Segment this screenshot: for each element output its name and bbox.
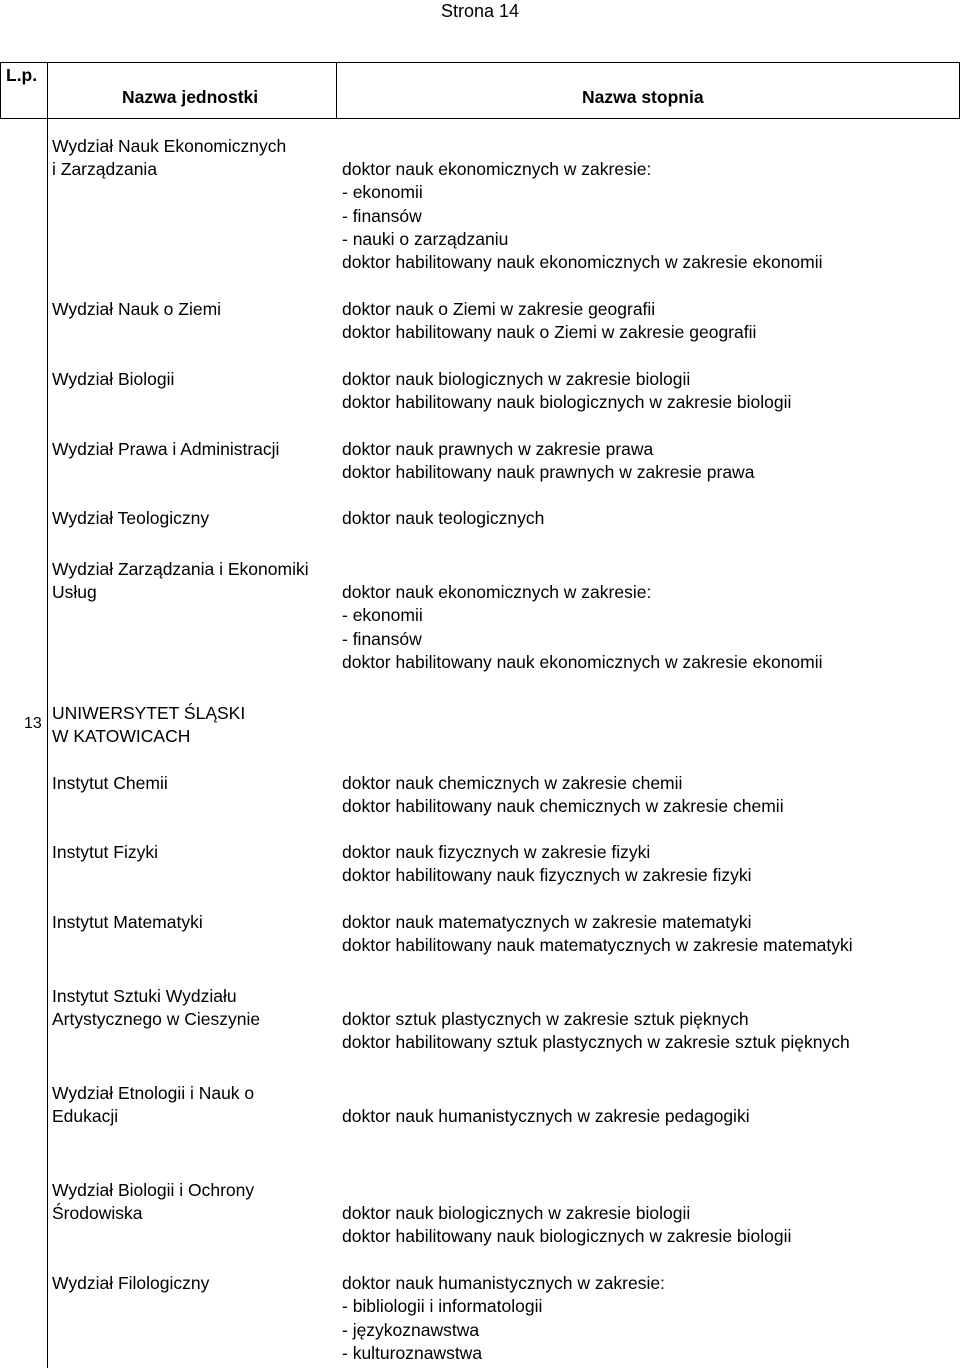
university-line-1: UNIWERSYTET ŚLĄSKI — [52, 703, 246, 723]
degree-line: - językoznawstwa — [342, 1319, 480, 1340]
degree-list — [342, 438, 754, 485]
unit-name-line: Artystycznego w Cieszynie — [52, 1009, 261, 1030]
degree-line: doktor nauk fizycznych w zakresie fizyki — [342, 842, 651, 862]
unit-name — [52, 1272, 209, 1295]
unit-name-line: Wydział Nauk o Ziemi — [52, 299, 222, 319]
degree-list — [342, 1272, 665, 1365]
degree-line: doktor habilitowany nauk o Ziemi w zakresie geografii — [342, 322, 757, 343]
degree-list — [342, 841, 751, 888]
degree-line: doktor habilitowany nauk biologicznych w zakresie biologii — [342, 1226, 792, 1247]
unit-name-line: Wydział Biologii i Ochrony — [52, 1180, 255, 1200]
lp-column-divider — [47, 62, 48, 1368]
degree-line: - bibliologii i informatologii — [342, 1296, 543, 1317]
degree-list — [342, 158, 823, 274]
unit-name — [52, 368, 174, 391]
degree-line: doktor nauk humanistycznych w zakresie: — [342, 1273, 665, 1293]
unit-name — [52, 911, 203, 934]
header-bottom-border — [0, 118, 960, 119]
page-number-header: Strona 14 — [440, 1, 520, 21]
degree-list — [342, 911, 853, 958]
unit-name-line: i Zarządzania — [52, 159, 158, 180]
degree-line: doktor nauk prawnych w zakresie prawa — [342, 439, 654, 459]
degree-line: doktor nauk teologicznych — [342, 508, 545, 528]
unit-name — [52, 1082, 254, 1129]
unit-name-line: Wydział Zarządzania i Ekonomiki — [52, 559, 309, 579]
unit-name — [52, 558, 309, 605]
degree-list — [342, 581, 823, 674]
unit-name-line: Środowiska — [52, 1203, 143, 1224]
degree-line: doktor sztuk plastycznych w zakresie sztuk pięknych — [342, 1009, 749, 1029]
unit-name-line: Wydział Biologii — [52, 369, 175, 389]
degree-list — [342, 1008, 850, 1055]
degree-line: - nauki o zarządzaniu — [342, 228, 509, 249]
unit-name — [52, 507, 209, 530]
table-left-border — [0, 62, 1, 118]
degree-line: - ekonomii — [342, 182, 423, 203]
unit-column-divider — [336, 62, 337, 118]
degree-list — [342, 1105, 750, 1128]
unit-name-line: Instytut Sztuki Wydziału — [52, 986, 237, 1006]
unit-name — [52, 1179, 254, 1226]
unit-name-line: Instytut Matematyki — [52, 912, 203, 932]
unit-name — [52, 135, 286, 182]
degree-list — [342, 1202, 791, 1249]
degree-line: doktor nauk chemicznych w zakresie chemii — [342, 773, 683, 793]
header-degree-name: Nazwa stopnia — [582, 87, 704, 107]
degree-line: doktor habilitowany nauk ekonomicznych w zakresie ekonomii — [342, 252, 823, 273]
unit-name-line: Instytut Fizyki — [52, 842, 158, 862]
degree-list — [342, 298, 756, 345]
unit-name-line: Instytut Chemii — [52, 773, 168, 793]
degree-line: doktor habilitowany nauk matematycznych w zakresie matematyki — [342, 935, 853, 956]
header-unit-name: Nazwa jednostki — [122, 87, 259, 107]
degree-line: doktor nauk ekonomicznych w zakresie: — [342, 159, 652, 179]
unit-name — [52, 772, 168, 795]
header-lp: L.p. — [6, 65, 38, 85]
unit-name-line: Usług — [52, 582, 97, 603]
university-name — [52, 702, 245, 749]
degree-line: doktor habilitowany nauk fizycznych w zakresie fizyki — [342, 865, 752, 886]
degree-line: doktor nauk biologicznych w zakresie biologii — [342, 369, 691, 389]
degree-line: - finansów — [342, 205, 422, 226]
row-number: 13 — [24, 715, 42, 732]
degree-line: doktor nauk ekonomicznych w zakresie: — [342, 582, 652, 602]
unit-name-line: Wydział Filologiczny — [52, 1273, 210, 1293]
unit-name — [52, 985, 260, 1032]
unit-name — [52, 438, 279, 461]
degree-line: doktor nauk o Ziemi w zakresie geografii — [342, 299, 656, 319]
unit-name-line: Wydział Teologiczny — [52, 508, 210, 528]
university-line-2: W KATOWICACH — [52, 726, 191, 747]
degree-list — [342, 772, 784, 819]
degree-line: doktor habilitowany nauk prawnych w zakresie prawa — [342, 462, 755, 483]
unit-name-line: Edukacji — [52, 1106, 119, 1127]
degree-line: doktor nauk matematycznych w zakresie matematyki — [342, 912, 752, 932]
degree-line: doktor nauk biologicznych w zakresie biologii — [342, 1203, 691, 1223]
degree-line: - kulturoznawstwa — [342, 1342, 483, 1363]
degree-line: - finansów — [342, 628, 422, 649]
unit-name — [52, 841, 158, 864]
degree-line: doktor habilitowany sztuk plastycznych w zakresie sztuk pięknych — [342, 1032, 850, 1053]
table-top-border — [0, 62, 960, 63]
degree-line: doktor habilitowany nauk ekonomicznych w zakresie ekonomii — [342, 651, 823, 672]
unit-name-line: Wydział Etnologii i Nauk o — [52, 1083, 255, 1103]
degree-line: doktor nauk humanistycznych w zakresie pedagogiki — [342, 1106, 750, 1126]
unit-name-line: Wydział Prawa i Administracji — [52, 439, 280, 459]
degree-line: doktor habilitowany nauk biologicznych w zakresie biologii — [342, 392, 792, 413]
unit-name — [52, 298, 221, 321]
degree-list — [342, 507, 544, 530]
degree-list — [342, 368, 791, 415]
unit-name-line: Wydział Nauk Ekonomicznych — [52, 136, 287, 156]
degree-line: - ekonomii — [342, 605, 423, 626]
degree-line: doktor habilitowany nauk chemicznych w zakresie chemii — [342, 796, 784, 817]
